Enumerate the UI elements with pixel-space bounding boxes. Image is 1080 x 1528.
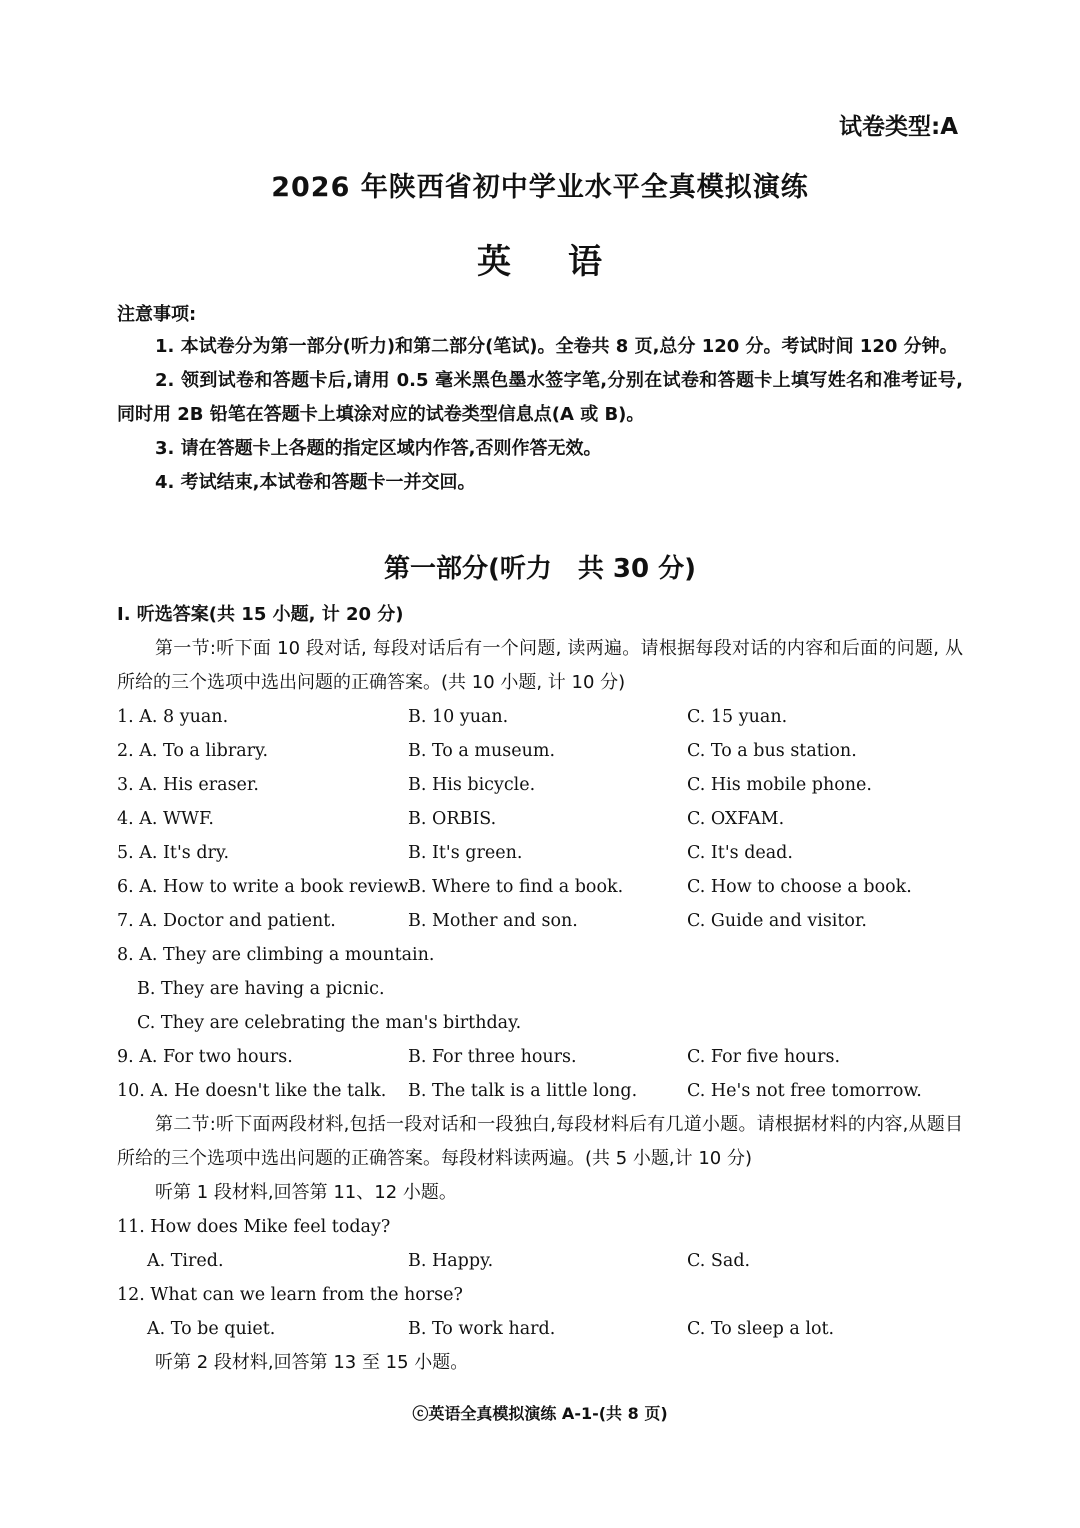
option-c: C. OXFAM. — [687, 809, 785, 829]
question-stem: 11. How does Mike feel today? — [117, 1217, 391, 1237]
option-c: C. To a bus station. — [687, 741, 857, 761]
option-a: 6. A. How to write a book review. — [117, 877, 412, 897]
question-row — [117, 870, 963, 904]
subject-char-1: 英 — [477, 242, 512, 282]
option-a: 7. A. Doctor and patient. — [117, 911, 336, 931]
option-a: 8. A. They are climbing a mountain. — [117, 945, 435, 965]
section-heading: Ⅰ. 听选答案(共 15 小题, 计 20 分) — [117, 604, 404, 625]
page-footer: ⓒ英语全真模拟演练 A-1-(共 8 页) — [412, 1404, 668, 1423]
option-c: C. How to choose a book. — [687, 877, 912, 897]
question-row — [117, 768, 963, 802]
listening-section — [117, 598, 963, 1380]
section1-instructions: 第一节:听下面 10 段对话, 每段对话后有一个问题, 读两遍。请根据每段对话的内容和后面的问题, 从所给的三个选项中选出问题的正确答案。(共 10 小题, 计 10 分) — [117, 638, 963, 693]
question-row — [117, 1312, 963, 1346]
notice-heading: 注意事项: — [117, 304, 197, 325]
question-row — [117, 904, 963, 938]
option-b: B. ORBIS. — [408, 809, 497, 829]
option-a: A. To be quiet. — [147, 1319, 276, 1339]
option-b: B. It's green. — [408, 843, 523, 863]
notice-item: 1. 本试卷分为第一部分(听力)和第二部分(笔试)。全卷共 8 页,总分 120 分。考试时间 120 分钟。 — [155, 336, 958, 357]
question-stem: 12. What can we learn from the horse? — [117, 1285, 463, 1305]
option-b: B. Where to find a book. — [408, 877, 624, 897]
option-c: C. It's dead. — [687, 843, 793, 863]
option-c: C. His mobile phone. — [687, 775, 872, 795]
question-row — [117, 1244, 963, 1278]
option-c: C. To sleep a lot. — [687, 1319, 835, 1339]
section2-instructions: 第二节:听下面两段材料,包括一段对话和一段独白,每段材料后有几道小题。请根据材料的内容,从题目所给的三个选项中选出问题的正确答案。每段材料读两遍。(共 5 小题,计 10 分) — [117, 1114, 963, 1169]
notice-item: 3. 请在答题卡上各题的指定区域内作答,否则作答无效。 — [155, 438, 602, 459]
material-2-note: 听第 2 段材料,回答第 13 至 15 小题。 — [155, 1352, 469, 1373]
notice-item: 4. 考试结束,本试卷和答题卡一并交回。 — [155, 472, 476, 493]
question-row — [117, 802, 963, 836]
option-a: 3. A. His eraser. — [117, 775, 259, 795]
notice-block — [117, 300, 963, 500]
option-b: B. For three hours. — [408, 1047, 577, 1067]
option-a: A. Tired. — [147, 1251, 224, 1271]
option-c: C. Guide and visitor. — [687, 911, 867, 931]
option-c: C. They are celebrating the man's birthday. — [137, 1013, 522, 1033]
option-c: C. Sad. — [687, 1251, 751, 1271]
option-c: C. For five hours. — [687, 1047, 841, 1067]
option-b: B. Happy. — [408, 1251, 494, 1271]
option-a: 2. A. To a library. — [117, 741, 269, 761]
question-row — [117, 734, 963, 768]
subject-char-2: 语 — [568, 242, 603, 282]
option-b: B. They are having a picnic. — [137, 979, 385, 999]
option-a: 10. A. He doesn't like the talk. — [117, 1081, 387, 1101]
question-row — [117, 1040, 963, 1074]
option-c: C. He's not free tomorrow. — [687, 1081, 922, 1101]
option-b: B. To a museum. — [408, 741, 556, 761]
exam-title: 2026 年陕西省初中学业水平全真模拟演练 — [271, 172, 809, 203]
question-row — [117, 1074, 963, 1108]
question-row — [117, 836, 963, 870]
option-a: 1. A. 8 yuan. — [117, 707, 229, 727]
part1-title: 第一部分(听力 共 30 分) — [383, 554, 697, 584]
option-b: B. His bicycle. — [408, 775, 536, 795]
option-b: B. The talk is a little long. — [408, 1081, 638, 1101]
notice-item: 2. 领到试卷和答题卡后,请用 0.5 毫米黑色墨水签字笔,分别在试卷和答题卡上填写姓名和准考证号,同时用 2B 铅笔在答题卡上填涂对应的试卷类型信息点(A 或 B)。 — [117, 370, 963, 425]
option-b: B. Mother and son. — [408, 911, 578, 931]
option-a: 5. A. It's dry. — [117, 843, 230, 863]
option-c: C. 15 yuan. — [687, 707, 788, 727]
option-b: B. 10 yuan. — [408, 707, 509, 727]
option-b: B. To work hard. — [408, 1319, 556, 1339]
option-a: 9. A. For two hours. — [117, 1047, 293, 1067]
option-a: 4. A. WWF. — [117, 809, 214, 829]
paper-type-label: 试卷类型:A — [839, 114, 958, 140]
subject-title — [0, 234, 1080, 283]
question-row — [117, 700, 963, 734]
material-1-note: 听第 1 段材料,回答第 11、12 小题。 — [155, 1182, 457, 1203]
